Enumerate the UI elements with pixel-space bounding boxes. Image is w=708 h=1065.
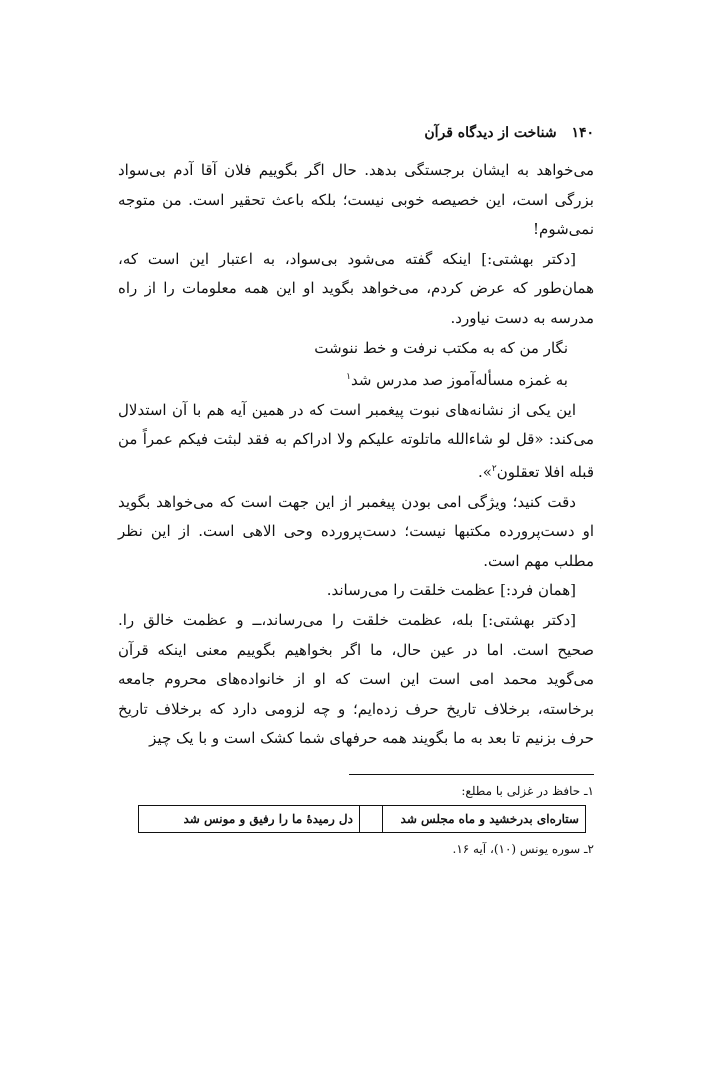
footnote-2: ۲ـ سوره یونس (۱۰)، آیه ۱۶. (452, 841, 594, 856)
hemistich-separator (360, 805, 382, 833)
footnote-1: ۱ـ حافظ در غزلی با مطلع: (461, 783, 594, 798)
book-page (118, 118, 594, 859)
paragraph-3-end: ». (477, 462, 492, 481)
footnote-verse-table (138, 805, 586, 833)
verse-line-2-text: به غمزه مسأله‌آموز صد مدرس شد (350, 371, 568, 390)
paragraph-1: می‌خواهد به ایشان برجستگی بدهد. حال اگر بگوییم فلان آقا آدم بی‌سواد بزرگی است، این خصیصه خوبی نیست؛ بلکه باعث تحقیر است. من متوجه نمی‌شوم! (118, 161, 594, 239)
page-header (118, 118, 594, 148)
footnote-divider (349, 774, 594, 775)
page-number: ۱۴۰ (571, 125, 594, 141)
body-text (118, 156, 594, 754)
hemistich-1: ستاره‌ای بدرخشید و ماه مجلس شد (382, 805, 586, 833)
paragraph-3-text: این یکی از نشانه‌های نبوت پیغمبر است که در همین آیه هم با آن استدلال می‌کند: «قل لو شاءالله ماتلوته علیکم ولا ادراکم به فقد لبثت فیکم عمراً من قبله افلا تعقلون (118, 400, 594, 481)
verse-line-2 (118, 363, 594, 396)
paragraph-2: [دکتر بهشتی:] اینکه گفته می‌شود بی‌سواد، به اعتبار این است که، همان‌طور که عرض کردم، می‌خواهد بگوید او این همه معلومات را از راه مدرسه به دست نیاورد. (118, 249, 594, 327)
hemistich-2: دل رمیدهٔ ما را رفیق و مونس شد (138, 805, 360, 833)
paragraph-3 (118, 396, 594, 488)
paragraph-6: [دکتر بهشتی:] بله، عظمت خلقت را می‌رساند،ــ و عظمت خالق را. صحیح است. اما در عین حال، ما اگر بخواهیم بگوییم معنی اینکه قرآن می‌گوید محمد امی است این است که او از خانواده‌های محروم جامعه برخاسته، برخلاف تاریخ حرف زده‌ایم؛ و چه لزومی دارد که برخلاف تاریخ حرف بزنیم تا بعد به ما بگویند همه حرفهای شما کشک است و با یک چیز (118, 610, 594, 748)
footnote-ref-1: ۱ (346, 372, 351, 383)
running-title: شناخت از دیدگاه قرآن (424, 125, 557, 141)
footnotes (118, 774, 594, 859)
verse-line-1: نگار من که به مکتب نرفت و خط ننوشت (314, 338, 568, 357)
footnote-ref-2: ۲ (491, 463, 497, 474)
paragraph-4: دقت کنید؛ ویژگی امی بودن پیغمبر از این جهت است که می‌خواهد بگوید او دست‌پرورده مکتبها نیست؛ دست‌پرورده وحی الاهی است. از این نظر مطلب مهم است. (118, 492, 594, 570)
paragraph-5: [همان فرد:] عظمت خلقت را می‌رساند. (326, 581, 576, 600)
